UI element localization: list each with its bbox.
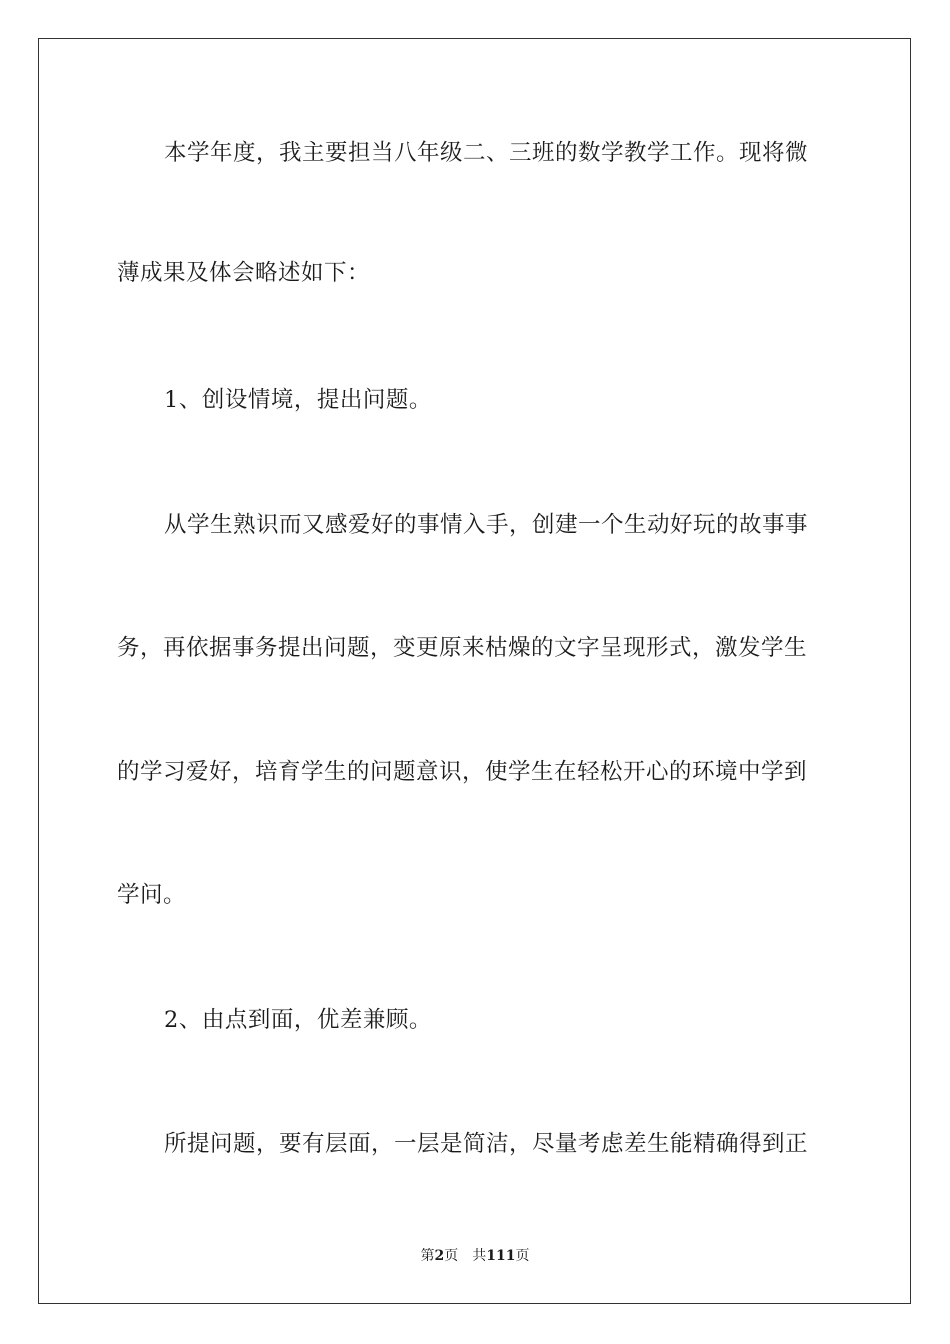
text-line: 2、由点到面，优差兼顾。 [164, 1007, 432, 1033]
page-footer [0, 1246, 950, 1266]
text-line: 本学年度，我主要担当八年级二、三班的数学教学工作。现将微 [164, 140, 809, 166]
footer-page-suffix: 页 [444, 1248, 459, 1264]
text-line: 1、创设情境，提出问题。 [164, 387, 432, 413]
text-line: 从学生熟识而又感爱好的事情入手，创建一个生动好玩的故事事 [164, 512, 809, 538]
text-line: 薄成果及体会略述如下： [117, 260, 371, 286]
text-line: 所提问题，要有层面，一层是简洁，尽量考虑差生能精确得到正 [164, 1131, 809, 1157]
footer-prefix: 第 [420, 1248, 435, 1264]
footer-total-pages: 111 [486, 1248, 516, 1264]
page-border [38, 38, 911, 1304]
text-line: 务，再依据事务提出问题，变更原来枯燥的文字呈现形式，激发学生 [117, 635, 808, 661]
footer-page-number: 2 [434, 1248, 445, 1264]
text-line: 学问。 [117, 882, 187, 908]
text-line: 的学习爱好，培育学生的问题意识，使学生在轻松开心的环境中学到 [117, 759, 808, 785]
footer-total-suffix: 页 [515, 1248, 530, 1264]
footer-total-prefix: 共 [472, 1248, 487, 1264]
